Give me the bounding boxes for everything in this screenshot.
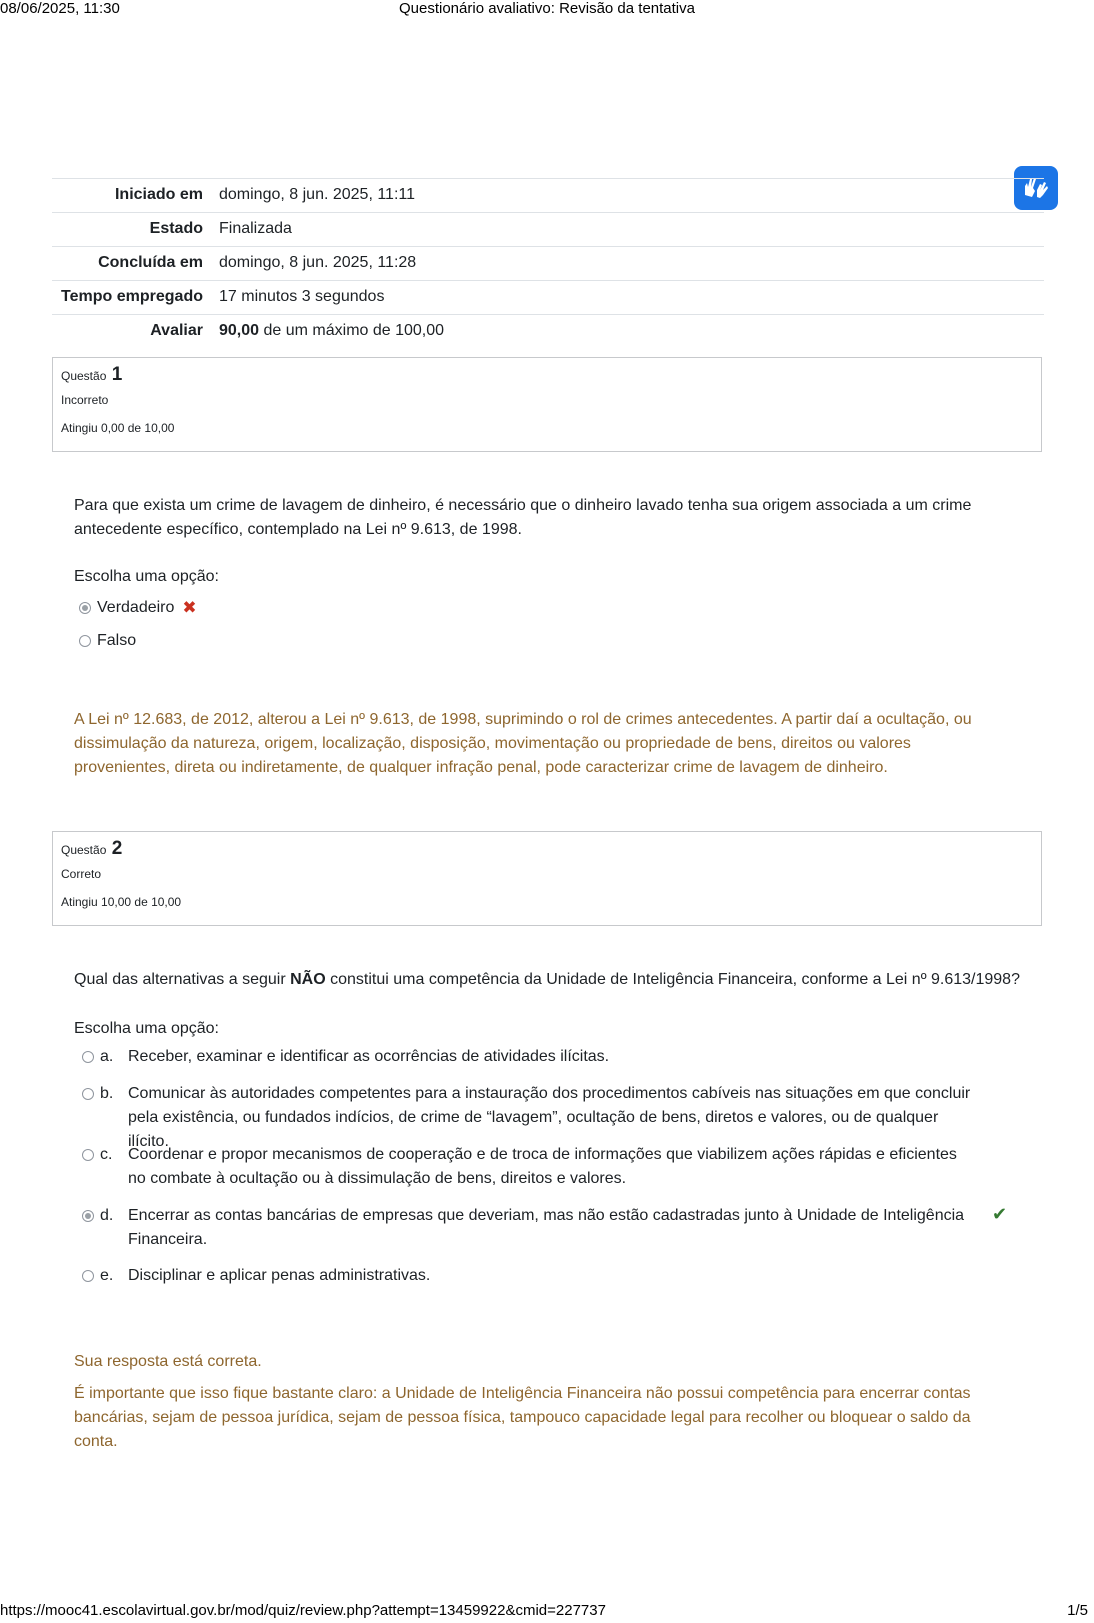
question-1-feedback: A Lei nº 12.683, de 2012, alterou a Lei nº 9.613, de 1998, suprimindo o rol de crimes antecedentes. A partir daí a ocultação, ou dissimulação da natureza, origem, localização, disposição, movimentação ou propriedade de bens, direitos ou valores provenientes, direta ou indiretamente, de qualquer infração penal, pode caracterizar crime de lavagem de dinheiro.	[74, 711, 972, 776]
grade-label: Avaliar	[52, 315, 211, 349]
question-1-option-true[interactable]	[79, 596, 197, 620]
print-header	[0, 0, 1094, 20]
completed-label: Concluída em	[52, 247, 211, 281]
question-number: Questão 1	[61, 364, 123, 385]
option-letter: e.	[100, 1267, 114, 1284]
question-state: Correto	[61, 867, 102, 881]
started-label: Iniciado em	[52, 179, 211, 213]
print-url: https://mooc41.escolavirtual.gov.br/mod/quiz/review.php?attempt=13459922&cmid=227737	[0, 1602, 606, 1619]
attempt-summary-table	[52, 178, 1044, 348]
option-letter: a.	[100, 1048, 114, 1065]
grade-rest: de um máximo de 100,00	[259, 322, 445, 339]
option-letter: b.	[100, 1085, 114, 1102]
radio-button[interactable]	[82, 1149, 94, 1161]
print-footer	[0, 1602, 1094, 1622]
question-2-option-a[interactable]	[82, 1045, 1012, 1069]
question-1-text: Para que exista um crime de lavagem de dinheiro, é necessário que o dinheiro lavado tenha sua origem associada a um crime antecedente específico, contemplado na Lei nº 9.613, de 1998.	[74, 497, 972, 538]
radio-button[interactable]	[79, 602, 91, 614]
question-2-option-e[interactable]	[82, 1264, 1012, 1288]
question-1-option-false[interactable]	[79, 629, 136, 653]
option-text: Coordenar e propor mecanismos de cooperação e de troca de informações que viabilizem ações rápidas e eficientes no combate à ocultação ou à dissimulação de bens, direitos e valores.	[128, 1146, 957, 1187]
summary-row-grade	[52, 315, 1044, 349]
print-page-number: 1/5	[1067, 1602, 1088, 1619]
question-grade: Atingiu 10,00 de 10,00	[61, 895, 182, 909]
option-letter: c.	[100, 1146, 113, 1163]
grade-value	[211, 315, 1044, 349]
question-2-feedback-short: Sua resposta está correta.	[74, 1353, 262, 1370]
question-state: Incorreto	[61, 393, 109, 407]
question-1-info	[52, 357, 1042, 452]
radio-button[interactable]	[82, 1088, 94, 1100]
option-text: Receber, examinar e identificar as ocorrências de atividades ilícitas.	[128, 1048, 610, 1065]
check-icon: ✔	[992, 1204, 1008, 1224]
radio-button[interactable]	[82, 1270, 94, 1282]
question-grade: Atingiu 0,00 de 10,00	[61, 421, 175, 435]
time-label: Tempo empregado	[52, 281, 211, 315]
print-datetime: 08/06/2025, 11:30	[0, 0, 120, 17]
option-text: Encerrar as contas bancárias de empresas que deveriam, mas não estão cadastradas junto à Unidade de Inteligência Financeira.	[128, 1207, 965, 1248]
summary-row-completed	[52, 247, 1044, 281]
summary-row-state	[52, 213, 1044, 247]
grade-score: 90,00	[219, 322, 260, 339]
radio-button[interactable]	[82, 1210, 94, 1222]
time-value: 17 minutos 3 segundos	[211, 281, 1044, 315]
question-2-prompt: Escolha uma opção:	[74, 1020, 219, 1037]
radio-button[interactable]	[82, 1051, 94, 1063]
question-number: Questão 2	[61, 838, 123, 859]
state-label: Estado	[52, 213, 211, 247]
option-label: Verdadeiro	[97, 599, 175, 616]
option-label: Falso	[97, 632, 137, 649]
print-page-title: Questionário avaliativo: Revisão da tentativa	[398, 0, 695, 17]
question-2-option-c[interactable]	[82, 1143, 1012, 1191]
summary-row-started	[52, 179, 1044, 213]
question-1-prompt: Escolha uma opção:	[74, 568, 219, 585]
option-text: Disciplinar e aplicar penas administrativas.	[128, 1267, 431, 1284]
state-value: Finalizada	[211, 213, 1044, 247]
completed-value: domingo, 8 jun. 2025, 11:28	[211, 247, 1044, 281]
option-letter: d.	[100, 1207, 114, 1224]
question-2-feedback: É importante que isso fique bastante claro: a Unidade de Inteligência Financeira não possui competência para encerrar contas bancárias, sejam de pessoa jurídica, sejam de pessoa física, tampouco capacidade legal para recolher ou bloquear o saldo da conta.	[74, 1385, 971, 1450]
summary-row-time	[52, 281, 1044, 315]
question-2-option-d[interactable]	[82, 1204, 1012, 1252]
option-text: Comunicar às autoridades competentes para a instauração dos procedimentos cabíveis nas situações em que concluir pela existência, ou fundados indícios, de crime de “lavagem”, ocultação de bens, diretos e valores, ou de qualquer ilícito.	[128, 1085, 971, 1150]
cross-icon: ✖	[182, 598, 197, 617]
started-value: domingo, 8 jun. 2025, 11:11	[211, 179, 1044, 213]
question-2-info	[52, 831, 1042, 926]
question-2-text: Qual das alternativas a seguir NÃO constitui uma competência da Unidade de Inteligência Financeira, conforme a Lei nº 9.613/1998?	[74, 971, 1020, 988]
radio-button[interactable]	[79, 635, 91, 647]
